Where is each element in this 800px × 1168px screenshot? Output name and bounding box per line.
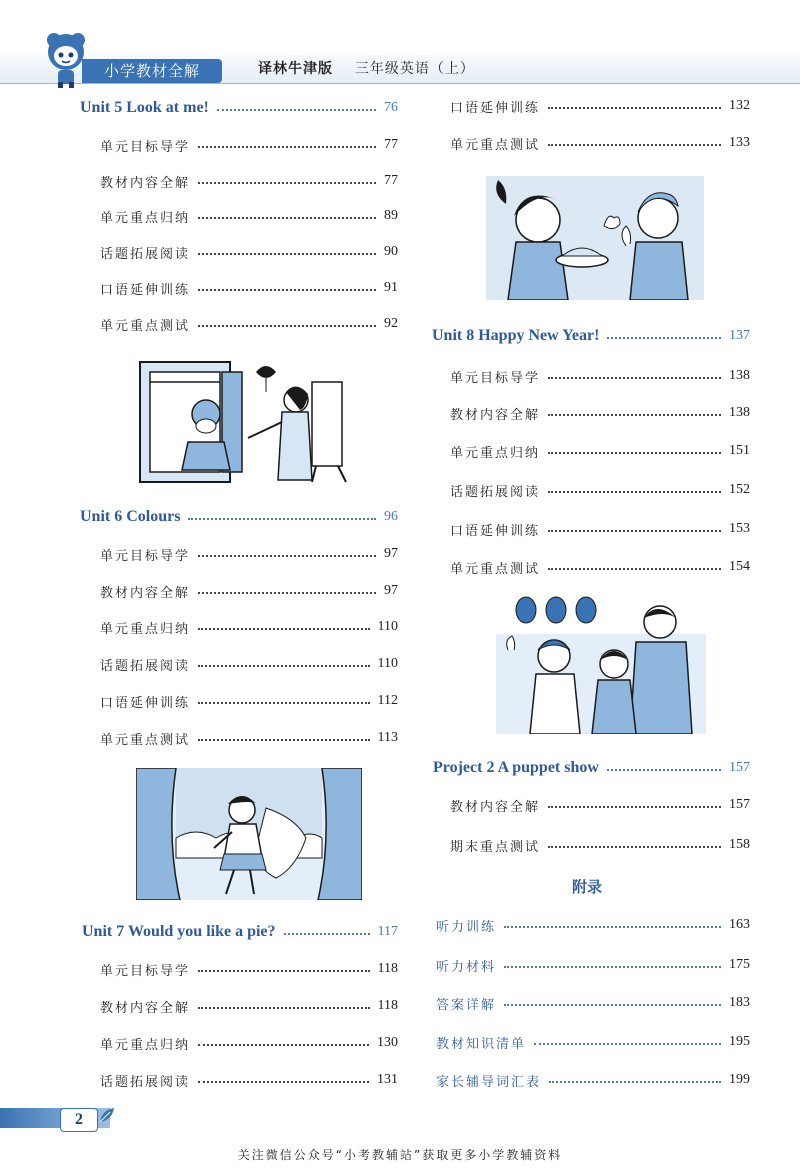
entry-label: 教材内容全解 [450,799,541,815]
page-ref: 151 [729,443,750,458]
dot-leader [198,253,376,255]
header-title [258,58,491,78]
project-2-heading[interactable] [433,756,750,780]
dot-leader [534,1043,721,1045]
unit-title: Unit 7 Would you like a pie? [82,923,276,940]
page-ref: 117 [377,924,398,939]
dot-leader [548,491,721,493]
entry-label: 口语延伸训练 [450,523,541,539]
dot-leader [548,107,721,109]
entry-label: 话题拓展阅读 [100,1074,191,1090]
brand-label: 小学教材全解 [82,59,222,83]
page-ref: 112 [377,693,398,708]
page-ref: 110 [377,619,398,634]
footer-note: 关注微信公众号“小考教辅站”获取更多小学教辅资料 [237,1148,563,1162]
dot-leader [548,144,721,146]
entry-label: 话题拓展阅读 [450,484,541,500]
entry-label: 单元重点归纳 [100,210,191,226]
page-ref: 97 [384,546,398,561]
dot-leader [188,518,376,520]
unit-5-heading[interactable] [80,96,398,120]
toc-entry[interactable] [100,277,398,299]
entry-label: 家长辅导词汇表 [436,1074,542,1090]
page-ref: 175 [729,957,750,972]
entry-label: 口语延伸训练 [450,100,541,116]
unit-title: Unit 5 Look at me! [80,99,209,116]
entry-label: 单元目标导学 [450,370,541,386]
dot-leader [198,289,376,291]
entry-label: 单元目标导学 [100,139,191,155]
toc-entry[interactable] [100,1069,398,1091]
toc-entry[interactable] [450,834,750,856]
dot-leader [198,1007,370,1009]
dot-leader [548,452,721,454]
toc-entry[interactable] [100,170,398,192]
entry-label: 单元目标导学 [100,548,191,564]
dot-leader [198,970,370,972]
toc-entry[interactable] [100,958,398,980]
unit-title: Unit 6 Colours [80,508,181,525]
toc-entry[interactable] [100,1032,398,1054]
dot-leader [198,628,370,630]
dot-leader [548,846,721,848]
entry-label: 教材知识清单 [436,1036,527,1052]
toc-entry[interactable] [450,365,750,387]
entry-label: 口语延伸训练 [100,695,191,711]
dot-leader [504,966,721,968]
page-ref: 130 [377,1035,398,1050]
dot-leader [607,769,721,771]
dot-leader [549,1081,721,1083]
entry-label: 答案详解 [436,997,497,1013]
dot-leader [548,568,721,570]
unit-title: Project 2 A puppet show [433,759,599,776]
entry-label: 教材内容全解 [100,1000,191,1016]
entry-label: 单元重点测试 [450,561,541,577]
page-ref: 132 [729,98,750,113]
entry-label: 口语延伸训练 [100,282,191,298]
unit-7-heading[interactable] [82,920,398,944]
page-ref: 154 [729,559,750,574]
appendix-entry[interactable] [436,954,750,976]
entry-label: 听力材料 [436,959,497,975]
page-ref: 163 [729,917,750,932]
toc-entry[interactable] [450,794,750,816]
toc-entry[interactable] [100,313,398,335]
edition-label: 译林牛津版 [258,61,333,77]
toc-entry[interactable] [100,690,398,712]
toc-entry[interactable] [450,440,750,462]
toc-entry[interactable] [100,134,398,156]
toc-entry[interactable] [100,727,398,749]
subject-label: 三年级英语（上） [354,61,475,77]
new-year-illustration [496,594,706,734]
entry-label: 单元重点测试 [450,137,541,153]
page-ref: 199 [729,1072,750,1087]
page-ref: 96 [384,509,398,524]
dot-leader [198,217,376,219]
page-ref: 90 [384,244,398,259]
entry-label: 期末重点测试 [450,839,541,855]
page-ref: 97 [384,583,398,598]
toc-entry[interactable] [100,205,398,227]
page-ref: 152 [729,482,750,497]
curtain-illustration [136,768,362,900]
unit-6-heading[interactable] [80,505,398,529]
dot-leader [198,555,376,557]
page-ref: 153 [729,521,750,536]
page-ref: 76 [384,100,398,115]
dot-leader [607,337,721,339]
appendix-entry[interactable] [436,1069,750,1091]
dot-leader [504,926,721,928]
page-ref: 118 [377,961,398,976]
dot-leader [198,1044,369,1046]
entry-label: 话题拓展阅读 [100,658,191,674]
dot-leader [284,933,370,935]
page-ref: 137 [729,328,750,343]
page-ref: 91 [384,280,398,295]
dot-leader [548,530,721,532]
unit-8-heading[interactable] [432,324,750,348]
page-ref: 131 [377,1072,398,1087]
page-ref: 113 [377,730,398,745]
entry-label: 单元重点测试 [100,732,191,748]
dot-leader [198,182,376,184]
page-ref: 195 [729,1034,750,1049]
appendix-entry[interactable] [436,914,750,936]
entry-label: 单元目标导学 [100,963,191,979]
dot-leader [198,325,376,327]
toc-entry[interactable] [450,402,750,424]
toc-entry[interactable] [450,95,750,117]
unit-title: Unit 8 Happy New Year! [432,327,600,344]
page-ref: 118 [377,998,398,1013]
toc-entry[interactable] [450,556,750,578]
page-ref: 157 [729,760,750,775]
toc-entry[interactable] [450,518,750,540]
entry-label: 教材内容全解 [100,175,191,191]
toc-entry[interactable] [100,580,398,602]
toc-entry[interactable] [100,241,398,263]
entry-label: 单元重点归纳 [450,445,541,461]
appendix-entry[interactable] [436,1031,750,1053]
dot-leader [198,665,370,667]
entry-label: 单元重点归纳 [100,621,191,637]
dot-leader [504,1004,721,1006]
wardrobe-illustration [136,352,362,486]
page-ref: 89 [384,208,398,223]
toc-entry[interactable] [450,132,750,154]
page-ref: 110 [377,656,398,671]
dot-leader [198,592,376,594]
dot-leader [198,146,376,148]
pie-illustration [486,176,704,300]
dot-leader [548,414,721,416]
leaf-icon [98,1106,116,1124]
page-ref: 183 [729,995,750,1010]
page-ref: 138 [729,405,750,420]
page-number: 2 [60,1108,98,1132]
entry-label: 话题拓展阅读 [100,246,191,262]
page-ref: 77 [384,173,398,188]
dot-leader [217,109,376,111]
appendix-entry[interactable] [436,992,750,1014]
toc-entry[interactable] [100,995,398,1017]
page-ref: 158 [729,837,750,852]
entry-label: 单元重点归纳 [100,1037,191,1053]
page-ref: 92 [384,316,398,331]
page-ref: 157 [729,797,750,812]
toc-entry[interactable] [100,543,398,565]
dot-leader [198,702,370,704]
page-ref: 138 [729,368,750,383]
toc-entry[interactable] [100,653,398,675]
appendix-heading: 附录 [572,878,603,896]
page-ref: 133 [729,135,750,150]
dot-leader [548,377,721,379]
dot-leader [198,739,370,741]
entry-label: 教材内容全解 [450,407,541,423]
toc-entry[interactable] [100,616,398,638]
dot-leader [548,806,721,808]
dot-leader [198,1081,369,1083]
entry-label: 单元重点测试 [100,318,191,334]
toc-entry[interactable] [450,479,750,501]
entry-label: 听力训练 [436,919,497,935]
page-ref: 77 [384,137,398,152]
entry-label: 教材内容全解 [100,585,191,601]
